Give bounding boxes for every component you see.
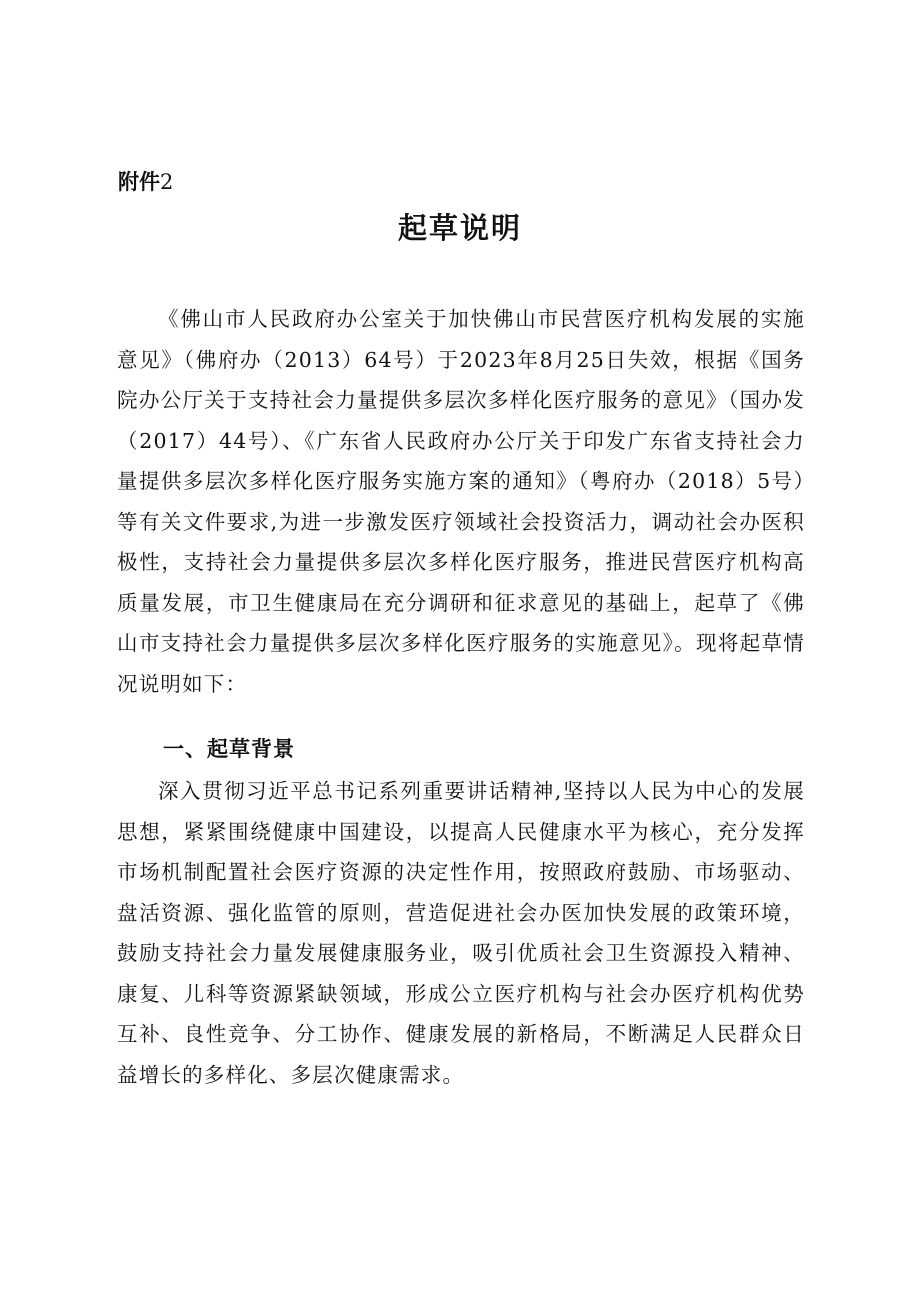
section-heading-background: 一、起草背景	[163, 737, 295, 761]
section-background-body: 深入贯彻习近平总书记系列重要讲话精神,坚持以人民为中心的发展思想，紧紧围绕健康中国建设，以提高人民健康水平为核心，充分发挥市场机制配置社会医疗资源的决定性作用，按照政府鼓励、市场驱动、盘活资源、强化监管的原则，营造促进社会办医加快发展的政策环境，鼓励支持社会力量发展健康服务业，吸引优质社会卫生资源投入精神、康复、儿科等资源紧缺领域，形成公立医疗机构与社会办医疗机构优势互补、良性竞争、分工协作、健康发展的新格局，不断满足人民群众日益增长的多样化、多层次健康需求。	[117, 779, 805, 1087]
attachment-label	[118, 166, 173, 198]
intro-paragraph: 《佛山市人民政府办公室关于加快佛山市民营医疗机构发展的实施意见》（佛府办（2013）64号）于2023年8月25日失效，根据《国务院办公厅关于支持社会力量提供多层次多样化医疗服务的意见》（国办发（2017）44号）、《广东省人民政府办公厅关于印发广东省支持社会力量提供多层次多样化医疗服务实施方案的通知》（粤府办（2018）5号）等有关文件要求,为进一步激发医疗领域社会投资活力，调动社会办医积极性，支持社会力量提供多层次多样化医疗服务，推进民营医疗机构高质量发展，市卫生健康局在充分调研和征求意见的基础上，起草了《佛山市支持社会力量提供多层次多样化医疗服务的实施意见》。现将起草情况说明如下：	[117, 307, 805, 696]
page-title: 起草说明	[397, 211, 522, 245]
attachment-number: 2	[160, 170, 174, 194]
attachment-prefix: 附件	[118, 170, 160, 194]
